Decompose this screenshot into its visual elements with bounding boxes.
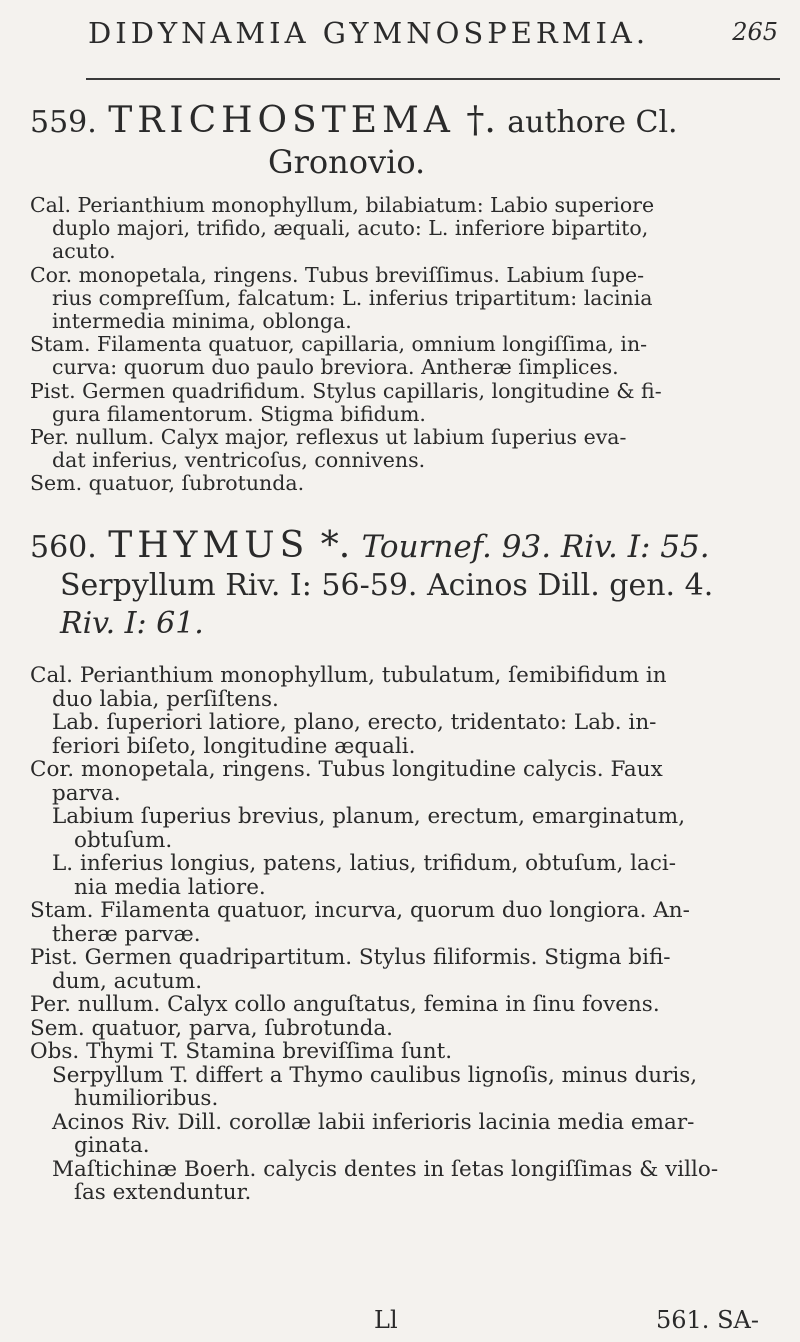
desc-line: Sem. quatuor, ſubrotunda. xyxy=(30,471,305,496)
desc-line: dat inferius, ventricoſus, connivens. xyxy=(52,448,426,473)
desc-line: Per. nullum. Calyx major, reflexus ut labium ſuperius eva- xyxy=(30,425,627,450)
entry-559-description xyxy=(30,194,790,496)
desc-line: Stam. Filamenta quatuor, capillaria, omnium longiſſima, in- xyxy=(30,332,648,357)
catchword: 561. SA- xyxy=(656,1306,759,1334)
header-rule xyxy=(86,78,780,80)
desc-line: obtuſum. xyxy=(74,827,173,853)
entry-number: 560. xyxy=(30,530,97,565)
desc-line: intermedia minima, oblonga. xyxy=(52,309,352,334)
desc-line: acuto. xyxy=(52,239,116,264)
desc-line: humilioribus. xyxy=(74,1086,219,1111)
synonymy-line2: Serpyllum Riv. I: 56-59. Acinos Dill. gen. 4. xyxy=(60,568,714,603)
desc-line: feriori biſeto, longitudine æquali. xyxy=(52,733,416,759)
page-number: 265 xyxy=(732,18,778,46)
running-head xyxy=(88,16,778,50)
desc-line: Cal. Perianthium monophyllum, bilabiatum: Labio superiore xyxy=(30,193,655,217)
desc-line: parva. xyxy=(52,780,121,806)
desc-line: Pist. Germen quadripartitum. Stylus filiformis. Stigma bifi- xyxy=(30,945,671,970)
desc-line: gura filamentorum. Stigma bifidum. xyxy=(52,401,426,426)
desc-line: Stam. Filamenta quatuor, incurva, quorum duo longiora. An- xyxy=(30,898,690,923)
running-head-title: DIDYNAMIA GYMNOSPERMIA. xyxy=(88,16,650,50)
entry-559-heading xyxy=(30,100,790,144)
desc-line: dum, acutum. xyxy=(52,968,203,994)
desc-line: nia media latiore. xyxy=(74,874,266,900)
desc-line: duo labia, perſiſtens. xyxy=(52,686,279,712)
entry-560-heading xyxy=(30,525,790,569)
desc-line: Acinos Riv. Dill. corollæ labii inferioris lacinia media emar- xyxy=(52,1109,695,1135)
entry-number: 559. xyxy=(30,105,97,140)
entry-560-description xyxy=(30,664,790,1205)
synonymy-reference: Tournef. 93. Riv. I: 55. xyxy=(361,529,710,565)
star-mark: *. xyxy=(320,525,351,566)
desc-line: Serpyllum T. differt a Thymo caulibus lignoſis, minus duris, xyxy=(52,1062,698,1088)
signature-mark: Ll xyxy=(374,1306,398,1334)
desc-line: L. inferius longius, patens, latius, trifidum, obtuſum, laci- xyxy=(52,851,677,876)
desc-line: curva: quorum duo paulo breviora. Antheræ ſimplices. xyxy=(52,355,619,380)
desc-line: Cal. Perianthium monophyllum, tubulatum, ſemibifidum in xyxy=(30,663,667,688)
desc-line: ſas extenduntur. xyxy=(74,1180,252,1205)
desc-line: Per. nullum. Calyx collo anguſtatus, femina in ſinu fovens. xyxy=(30,992,660,1017)
author-credit: authore Cl. xyxy=(507,105,678,140)
desc-line: ginata. xyxy=(74,1133,150,1158)
desc-line: Obs. Thymi T. Stamina breviſſima ſunt. xyxy=(30,1039,453,1064)
author-credit-line2: Gronovio. xyxy=(268,143,426,181)
dagger-mark: †. xyxy=(466,100,496,141)
genus-name: TRICHOSTEMA xyxy=(108,100,455,141)
desc-line: theræ parvæ. xyxy=(52,921,201,947)
desc-line: duplo majori, trifido, æquali, acuto: L. inferiore bipartito, xyxy=(52,216,649,241)
desc-line: Lab. ſuperiori latiore, plano, erecto, tridentato: Lab. in- xyxy=(52,710,657,735)
desc-line: Maſtichinæ Boerh. calycis dentes in ſetas longiſſimas & villo- xyxy=(52,1156,719,1182)
synonymy-line3: Riv. I: 61. xyxy=(60,606,204,641)
desc-line: Pist. Germen quadrifidum. Stylus capillaris, longitudine & fi- xyxy=(30,378,662,403)
desc-line: Cor. monopetala, ringens. Tubus breviſſimus. Labium ſupe- xyxy=(30,262,645,287)
desc-line: Cor. monopetala, ringens. Tubus longitudine calycis. Faux xyxy=(30,757,663,782)
genus-name: THYMUS xyxy=(108,525,310,566)
desc-line: Labium ſuperius brevius, planum, erectum, emarginatum, xyxy=(52,804,686,829)
desc-line: rius compreſſum, falcatum: L. inferius tripartitum: lacinia xyxy=(52,285,653,310)
desc-line: Sem. quatuor, parva, ſubrotunda. xyxy=(30,1015,393,1041)
